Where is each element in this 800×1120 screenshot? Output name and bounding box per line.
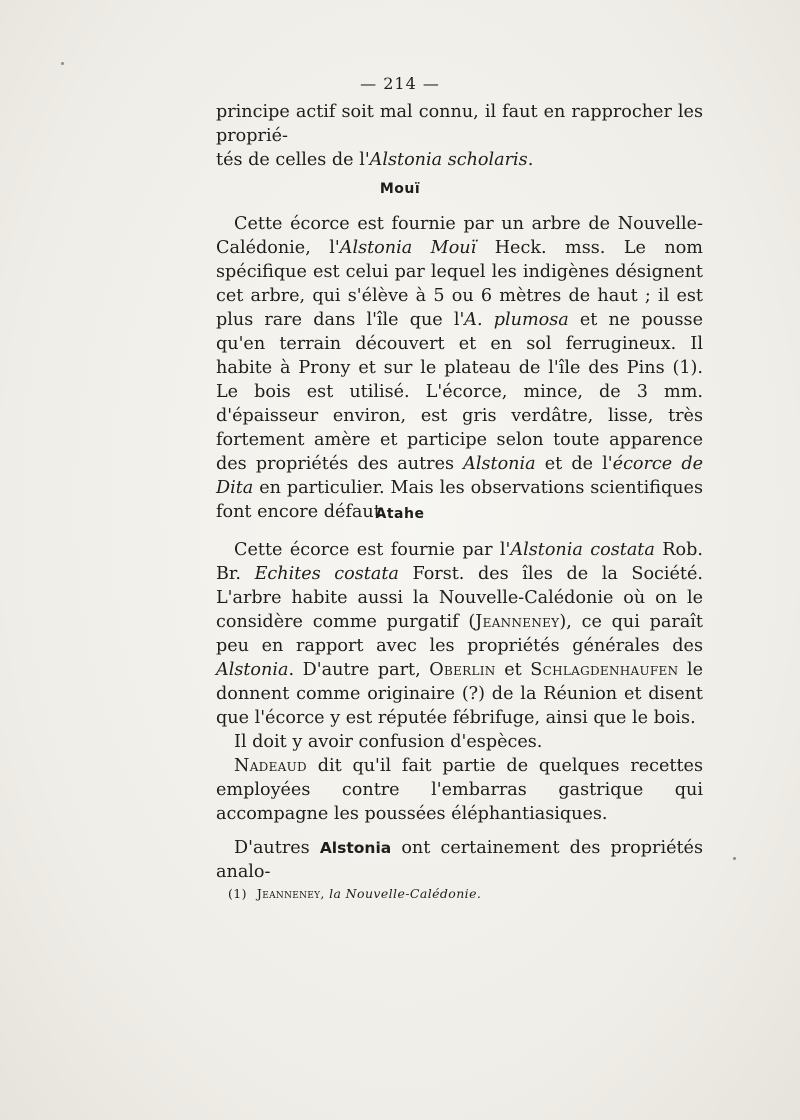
intro-line-2-pre: tés de celles de l' xyxy=(216,150,370,170)
moui-text-2: l' xyxy=(329,238,340,258)
atahe-alstonia: Alstonia xyxy=(216,660,289,680)
scan-speck xyxy=(61,62,64,65)
moui-text-10: en particulier. Mais les observations scientifiques font encore défaut. xyxy=(216,478,703,522)
atahe-text-5: Forst. des îles de la Société. L'arbre habite aussi la Nouvelle-Calédonie où on le considère comme purgatif ( xyxy=(216,564,703,632)
atahe-text-7: ), ce qui paraît peu en rapport avec les propriétés générales des xyxy=(216,612,703,656)
footnote-author: Jeanneney, xyxy=(256,886,325,901)
atahe-p4-alstonia-bold: Alstonia xyxy=(319,839,392,857)
footnote xyxy=(228,886,481,901)
atahe-paragraph-3 xyxy=(216,754,703,826)
intro-line-2-italic: Alstonia scholaris xyxy=(369,150,528,170)
intro-paragraph xyxy=(216,100,703,172)
moui-paragraph xyxy=(216,212,703,524)
moui-species: Alstonia Mouï xyxy=(339,238,477,258)
footnote-title: la Nouvelle-Calédonie. xyxy=(329,886,482,901)
atahe-author-nadeaud: Nadeaud xyxy=(234,756,307,776)
atahe-text-9: . D'autre part, xyxy=(288,660,430,680)
atahe-p3-text: dit qu'il fait partie de quelques recettes employées contre l'embarras gastrique qui accompagne les poussées éléphantiasiques. xyxy=(216,756,703,824)
moui-plumosa: A. plumosa xyxy=(464,310,569,330)
atahe-author-jeanneney: Jeanneney xyxy=(475,612,560,632)
intro-line-2-post: . xyxy=(527,150,534,170)
atahe-author-schlagdenhaufen: Schlagdenhaufen xyxy=(530,660,679,680)
section-heading-atahe: Atahe xyxy=(375,506,425,522)
moui-text-8: et de l' xyxy=(535,454,613,474)
moui-alstonia: Alstonia xyxy=(463,454,536,474)
footnote-number: (1) xyxy=(228,886,247,901)
moui-text-4: Heck. mss. Le nom spécifique est celui par lequel les indigènes désignent cet arbre, qui s'élève à 5 ou 6 mètres de haut ; il est plus rare dans l'île que l' xyxy=(216,238,703,330)
moui-text-6: et ne pousse qu'en terrain découvert et en sol ferrugineux. Il habite à Prony et sur le plateau de l'île des Pins (1). Le bois est utilisé. L'écorce, mince, de 3 mm. d'épaisseur environ, est gris verdâtre, lisse, très fortement amère et participe selon toute apparence des propriétés des autres xyxy=(216,310,703,474)
atahe-echites: Echites costata xyxy=(254,564,399,584)
page-number: — 214 — xyxy=(360,74,440,93)
atahe-text-3: Rob. Br. xyxy=(216,540,703,584)
atahe-text-1: Cette écorce est fournie par l' xyxy=(234,540,511,560)
atahe-p4-text-1: D'autres xyxy=(234,838,320,858)
atahe-costata: Alstonia costata xyxy=(510,540,655,560)
atahe-text-13: le donnent comme originaire (?) de la Réunion et disent que l'écorce y est réputée fébrifuge, ainsi que le bois. xyxy=(216,660,703,728)
intro-line-1: principe actif soit mal connu, il faut en rapprocher les proprié- xyxy=(216,102,703,146)
section-heading-moui: Mouï xyxy=(379,181,421,197)
atahe-author-oberlin: Oberlin xyxy=(429,660,496,680)
atahe-text-11: et xyxy=(495,660,531,680)
atahe-paragraph-1 xyxy=(216,538,703,884)
moui-dita: écorce de Dita xyxy=(216,454,703,498)
scan-speck xyxy=(733,857,736,860)
atahe-paragraph-2: Il doit y avoir confusion d'espèces. xyxy=(234,732,543,752)
moui-text-1: Cette écorce est fournie par un arbre de Nouvelle-Calédonie, xyxy=(216,214,703,258)
atahe-p4-text-3: ont certainement des propriétés analo- xyxy=(216,838,703,882)
atahe-paragraph-4 xyxy=(216,836,703,884)
